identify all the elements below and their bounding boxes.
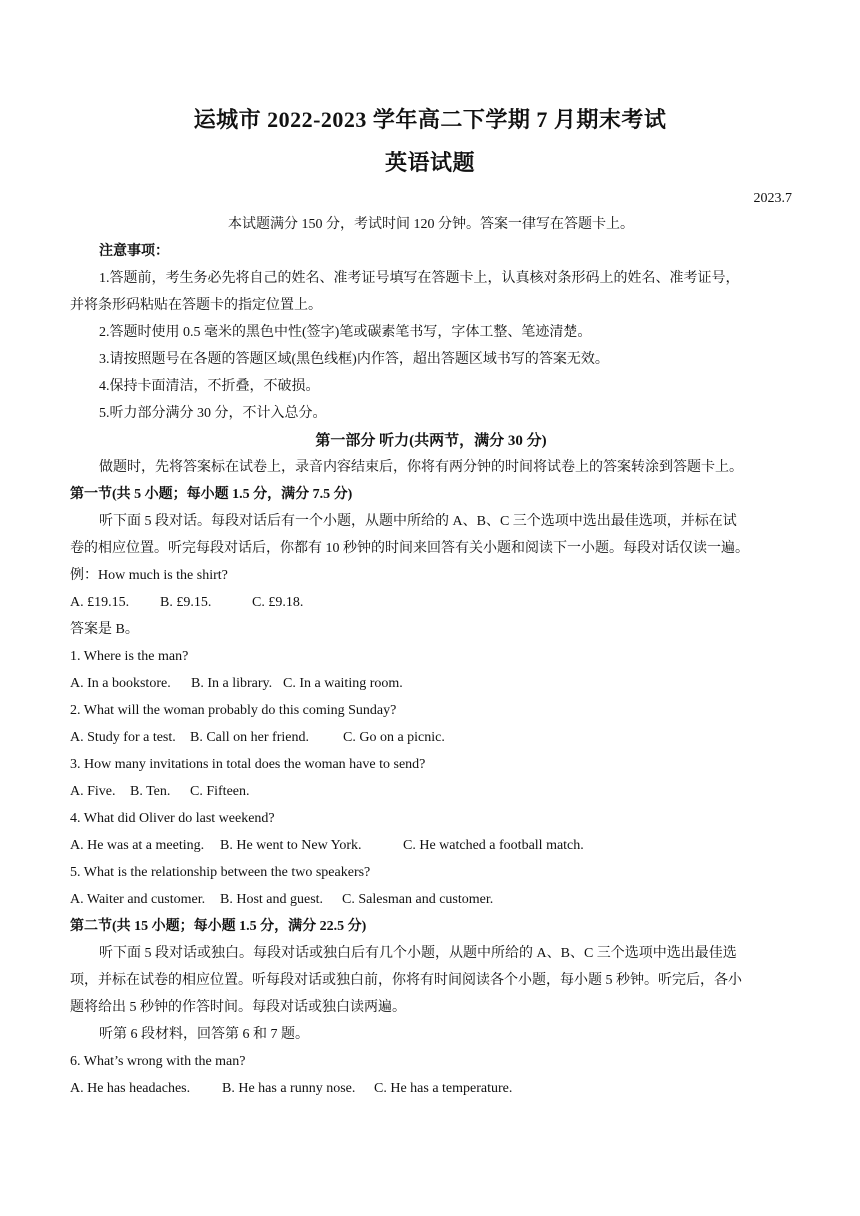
option-a: A. Five. xyxy=(70,784,116,799)
option-c: C. Salesman and customer. xyxy=(342,892,494,907)
section2-heading: 第二节(共 15 小题；每小题 1.5 分，满分 22.5 分) xyxy=(70,919,367,934)
exam-date: 2023.7 xyxy=(753,191,792,206)
notice-item: 5.听力部分满分 30 分，不计入总分。 xyxy=(99,406,327,421)
section2-instruction: 题将给出 5 秒钟的作答时间。每段对话或独白读两遍。 xyxy=(70,1000,406,1015)
section2-instruction: 项，并标在试卷的相应位置。听每段对话或独白前，你将有时间阅读各个小题，每小题 5 秒钟。听完后，各小 xyxy=(70,973,742,988)
question: 1. Where is the man? xyxy=(70,649,189,664)
option-a: A. He was at a meeting. xyxy=(70,838,205,853)
option-b: B. In a library. xyxy=(191,676,273,691)
part1-heading: 第一部分 听力(共两节，满分 30 分) xyxy=(315,433,547,449)
part1-instruction: 做题时，先将答案标在试卷上，录音内容结束后，你将有两分钟的时间将试卷上的答案转涂到答题卡上。 xyxy=(99,460,743,475)
notice-item: 1.答题前，考生务必先将自己的姓名、准考证号填写在答题卡上，认真核对条形码上的姓名、准考证号， xyxy=(99,271,740,286)
notice-item: 4.保持卡面清洁，不折叠，不破损。 xyxy=(99,379,320,394)
option-b: B. Ten. xyxy=(130,784,171,799)
question-options xyxy=(70,728,792,748)
notice-heading: 注意事项： xyxy=(99,244,169,259)
material-note: 听第 6 段材料，回答第 6 和 7 题。 xyxy=(99,1027,309,1042)
option-b: B. He went to New York. xyxy=(220,838,362,853)
example-question: 例：How much is the shirt? xyxy=(70,568,228,583)
question: 5. What is the relationship between the two speakers? xyxy=(70,865,371,880)
section1-instruction: 卷的相应位置。听完每段对话后，你都有 10 秒钟的时间来回答有关小题和阅读下一小题。每段对话仅读一遍。 xyxy=(70,541,749,556)
option-c: C. £9.18. xyxy=(252,595,304,610)
question-options xyxy=(70,782,792,802)
option-c: C. In a waiting room. xyxy=(283,676,403,691)
option-a: A. In a bookstore. xyxy=(70,676,171,691)
option-a: A. £19.15. xyxy=(70,595,130,610)
question-options xyxy=(70,890,792,910)
example-answer: 答案是 B。 xyxy=(70,622,139,637)
section1-heading: 第一节(共 5 小题；每小题 1.5 分，满分 7.5 分) xyxy=(70,487,353,502)
option-b: B. Call on her friend. xyxy=(190,730,309,745)
option-c: C. Go on a picnic. xyxy=(343,730,445,745)
question-options xyxy=(70,674,792,694)
exam-subtitle: 英语试题 xyxy=(384,150,475,175)
option-c: C. He has a temperature. xyxy=(374,1081,513,1096)
option-c: C. Fifteen. xyxy=(190,784,250,799)
question: 6. What’s wrong with the man? xyxy=(70,1054,246,1069)
option-a: A. Waiter and customer. xyxy=(70,892,206,907)
question-options xyxy=(70,1079,792,1099)
exam-intro: 本试题满分 150 分，考试时间 120 分钟。答案一律写在答题卡上。 xyxy=(228,217,634,232)
notice-item: 2.答题时使用 0.5 毫米的黑色中性(签字)笔或碳素笔书写，字体工整、笔迹清楚。 xyxy=(99,325,592,340)
question: 2. What will the woman probably do this coming Sunday? xyxy=(70,703,397,718)
option-a: A. He has headaches. xyxy=(70,1081,191,1096)
question: 3. How many invitations in total does the woman have to send? xyxy=(70,757,426,772)
question: 4. What did Oliver do last weekend? xyxy=(70,811,275,826)
exam-title: 运城市 2022-2023 学年高二下学期 7 月期末考试 xyxy=(193,107,667,132)
section1-instruction: 听下面 5 段对话。每段对话后有一个小题，从题中所给的 A、B、C 三个选项中选出最佳选项，并标在试 xyxy=(99,514,737,529)
example-options xyxy=(70,593,792,613)
option-a: A. Study for a test. xyxy=(70,730,176,745)
option-b: B. He has a runny nose. xyxy=(222,1081,356,1096)
section2-instruction: 听下面 5 段对话或独白。每段对话或独白后有几个小题，从题中所给的 A、B、C 三个选项中选出最佳选 xyxy=(99,946,737,961)
notice-item: 3.请按照题号在各题的答题区域(黑色线框)内作答，超出答题区域书写的答案无效。 xyxy=(99,352,609,367)
option-b: B. Host and guest. xyxy=(220,892,324,907)
notice-item: 并将条形码粘贴在答题卡的指定位置上。 xyxy=(70,298,322,313)
question-options xyxy=(70,836,792,856)
option-b: B. £9.15. xyxy=(160,595,212,610)
option-c: C. He watched a football match. xyxy=(403,838,584,853)
